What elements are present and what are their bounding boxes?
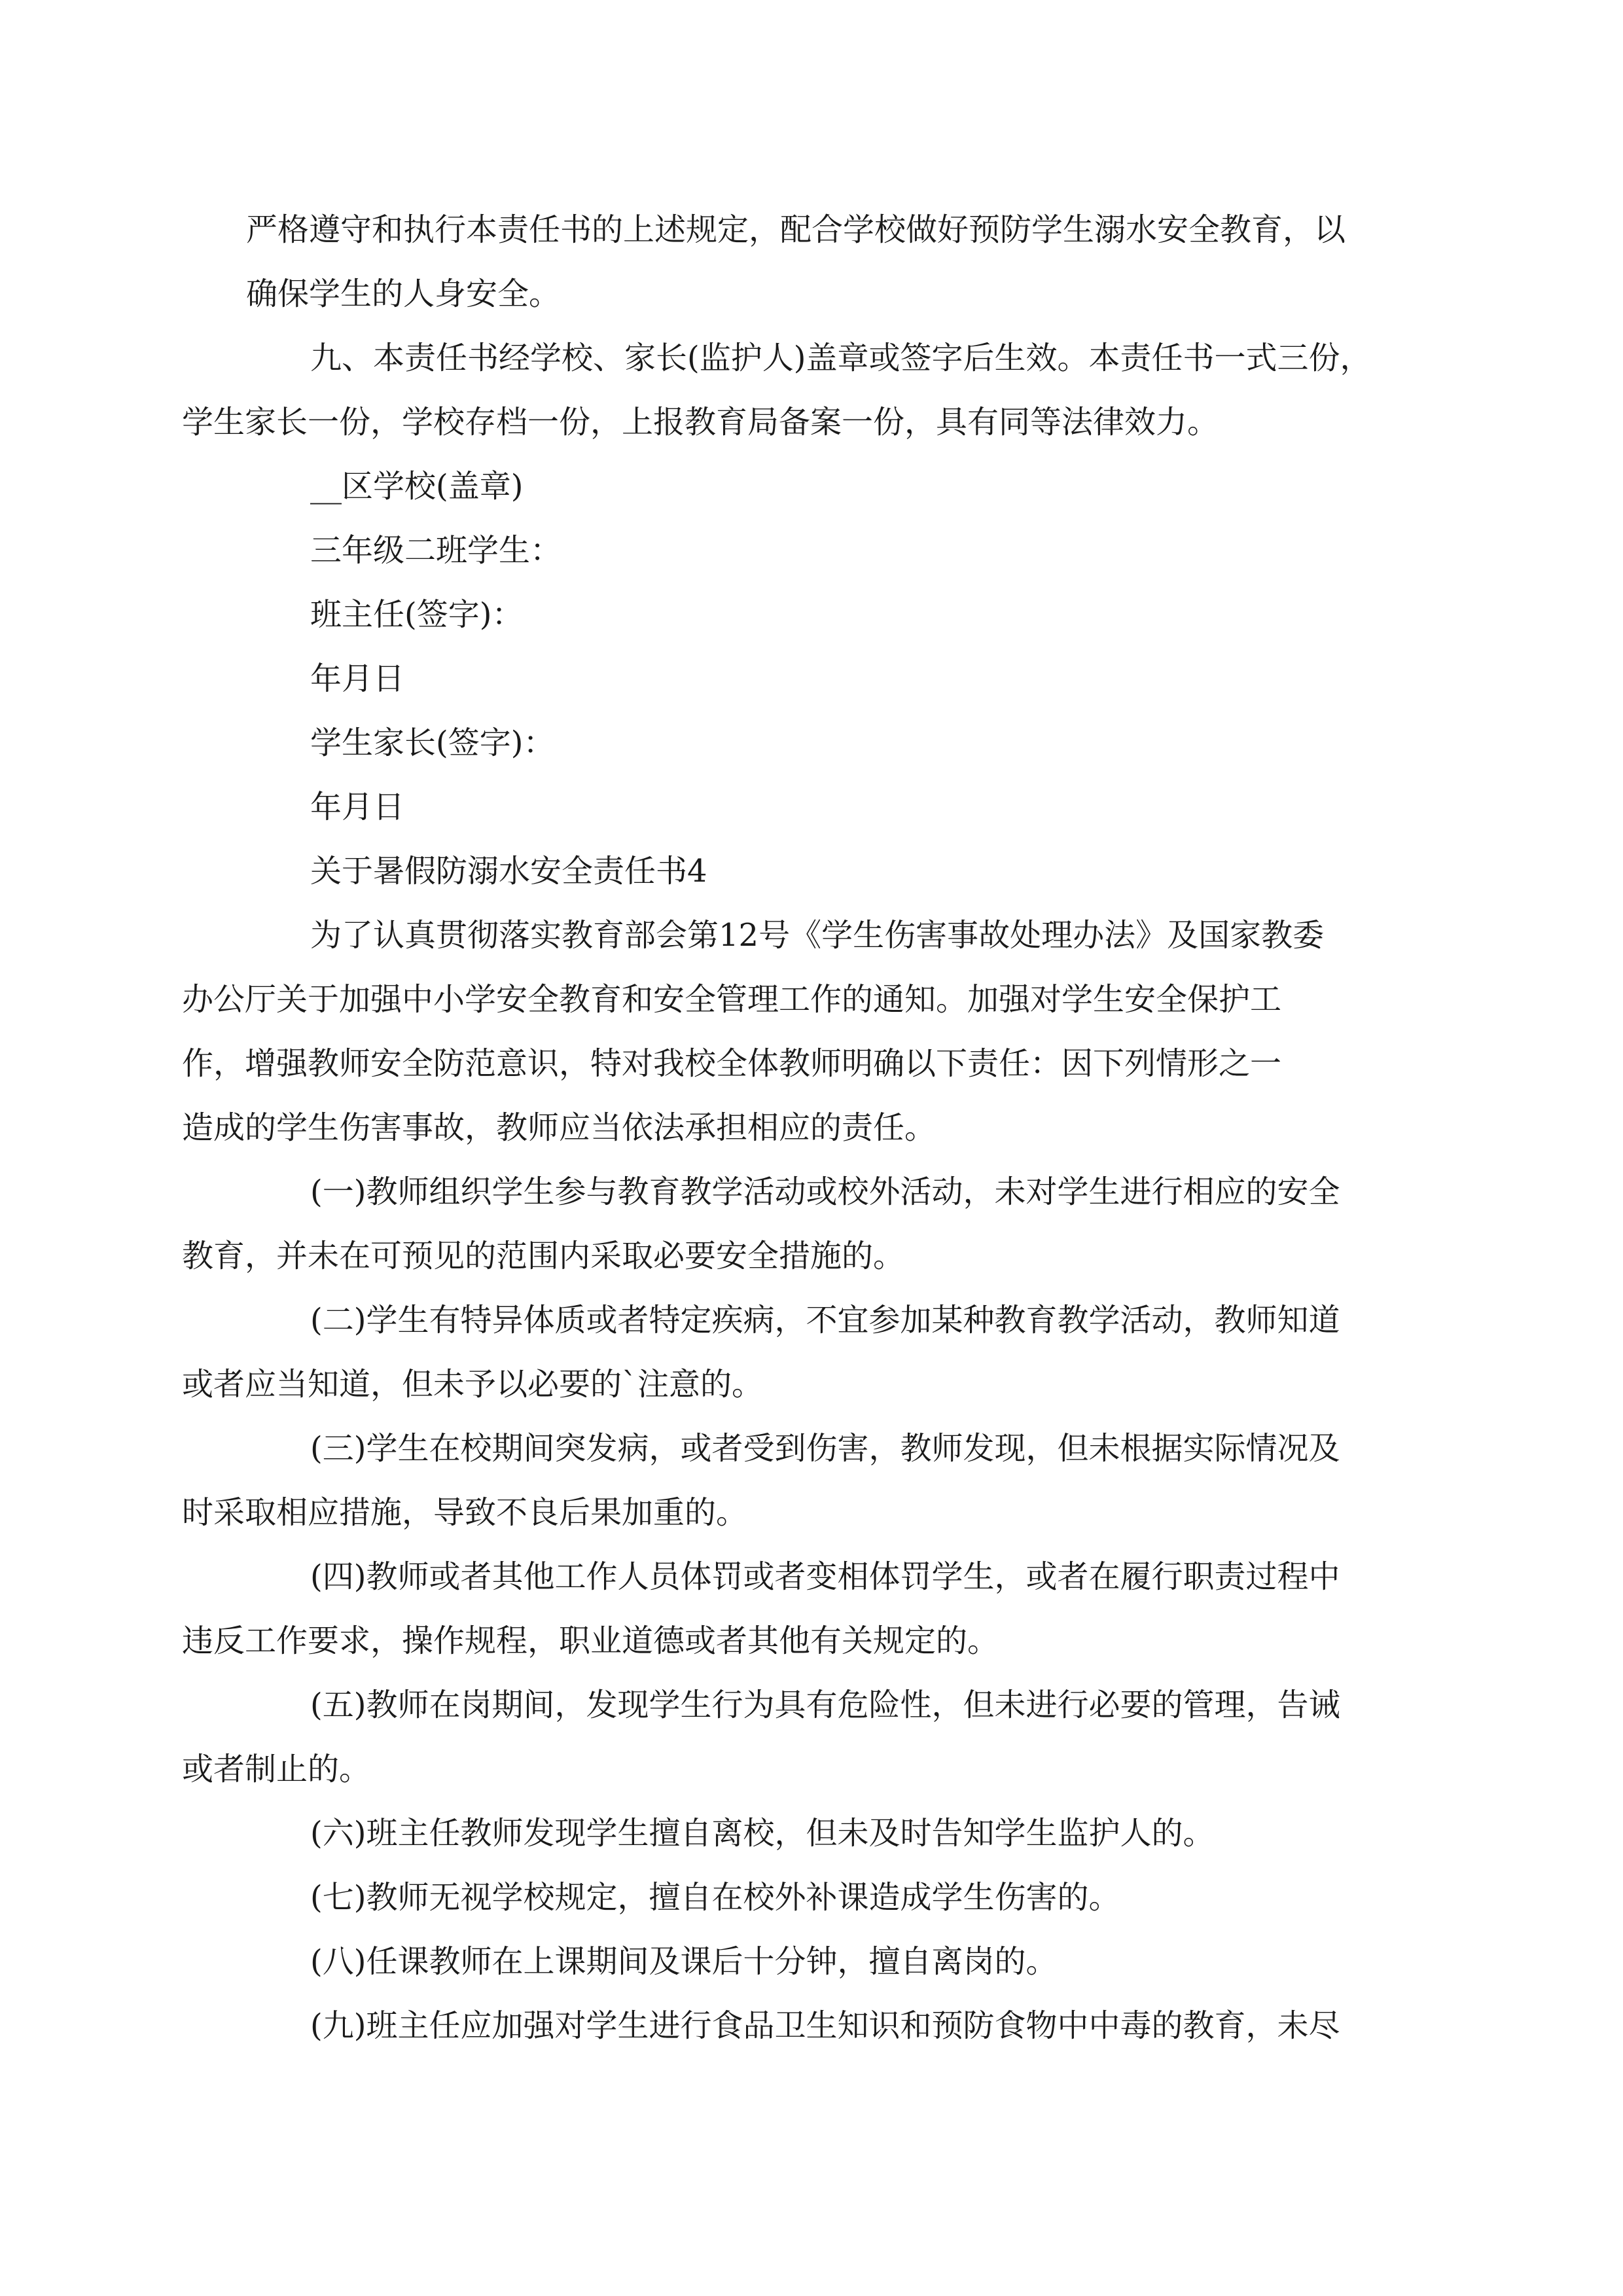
text-line: 时采取相应措施，导致不良后果加重的。 — [182, 1494, 748, 1531]
text-line: (三)学生在校期间突发病，或者受到伤害，教师发现，但未根据实际情况及 — [310, 1430, 1340, 1467]
paragraph — [182, 1545, 1381, 1673]
text-line: (九)班主任应加强对学生进行食品卫生知识和预防食物中中毒的教育，未尽 — [310, 2007, 1340, 2044]
text-line: 作，增强教师安全防范意识，特对我校全体教师明确以下责任：因下列情形之一 — [182, 1045, 1282, 1082]
signature-class — [246, 518, 1381, 583]
signature-school — [246, 454, 1381, 518]
text-line: 学生家长(签字)： — [310, 725, 555, 761]
text-line: __区学校(盖章) — [310, 468, 524, 505]
text-line: (二)学生有特异体质或者特定疾病，不宜参加某种教育教学活动，教师知道 — [310, 1302, 1340, 1338]
text-line: (四)教师或者其他工作人员体罚或者变相体罚学生，或者在履行职责过程中 — [310, 1558, 1340, 1595]
paragraph — [246, 1929, 1381, 1994]
paragraph — [182, 1160, 1381, 1288]
text-line: 造成的学生伤害事故，教师应当依法承担相应的责任。 — [182, 1109, 936, 1146]
text-line: 严格遵守和执行本责任书的上述规定，配合学校做好预防学生溺水安全教育，以 — [246, 211, 1346, 248]
text-line: (一)教师组织学生参与教育教学活动或校外活动，未对学生进行相应的安全 — [310, 1174, 1340, 1210]
date-line — [246, 775, 1381, 839]
text-line: 年月日 — [310, 660, 405, 697]
text-line: 违反工作要求，操作规程，职业道德或者其他有关规定的。 — [182, 1623, 999, 1659]
paragraph — [182, 903, 1381, 1160]
date-line — [246, 647, 1381, 711]
text-line: 九、本责任书经学校、家长(监护人)盖章或签字后生效。本责任书一式三份， — [310, 340, 1372, 376]
paragraph — [182, 1416, 1381, 1545]
signature-teacher — [246, 583, 1381, 647]
paragraph — [246, 198, 1381, 326]
text-line: 办公厅关于加强中小学安全教育和安全管理工作的通知。加强对学生安全保护工 — [182, 981, 1282, 1018]
paragraph — [246, 1865, 1381, 1929]
signature-parent — [246, 711, 1381, 775]
text-line: (六)班主任教师发现学生擅自离校，但未及时告知学生监护人的。 — [310, 1815, 1215, 1852]
paragraph — [182, 326, 1381, 454]
text-line: 或者应当知道，但未予以必要的`注意的。 — [182, 1366, 764, 1403]
text-line: 为了认真贯彻落实教育部会第12号《学生伤害事故处理办法》及国家教委 — [310, 917, 1325, 954]
paragraph — [182, 1288, 1381, 1416]
paragraph — [246, 1994, 1381, 2058]
text-line: (五)教师在岗期间，发现学生行为具有危险性，但未进行必要的管理，告诫 — [310, 1687, 1340, 1723]
text-line: (八)任课教师在上课期间及课后十分钟，擅自离岗的。 — [310, 1943, 1058, 1980]
text-line: 学生家长一份，学校存档一份，上报教育局备案一份，具有同等法律效力。 — [182, 404, 1219, 440]
paragraph — [246, 1801, 1381, 1865]
text-line: 三年级二班学生： — [310, 532, 562, 569]
text-line: 年月日 — [310, 789, 405, 825]
text-line: 教育，并未在可预见的范围内采取必要安全措施的。 — [182, 1238, 905, 1274]
text-line: 班主任(签字)： — [310, 596, 524, 633]
text-line: 确保学生的人身安全。 — [246, 276, 561, 312]
text-line: 关于暑假防溺水安全责任书4 — [310, 853, 707, 889]
section-title — [246, 839, 1381, 903]
text-line: (七)教师无视学校规定，擅自在校外补课造成学生伤害的。 — [310, 1879, 1120, 1916]
text-line: 或者制止的。 — [182, 1751, 371, 1787]
paragraph — [182, 1673, 1381, 1801]
document-body — [182, 198, 1381, 2058]
